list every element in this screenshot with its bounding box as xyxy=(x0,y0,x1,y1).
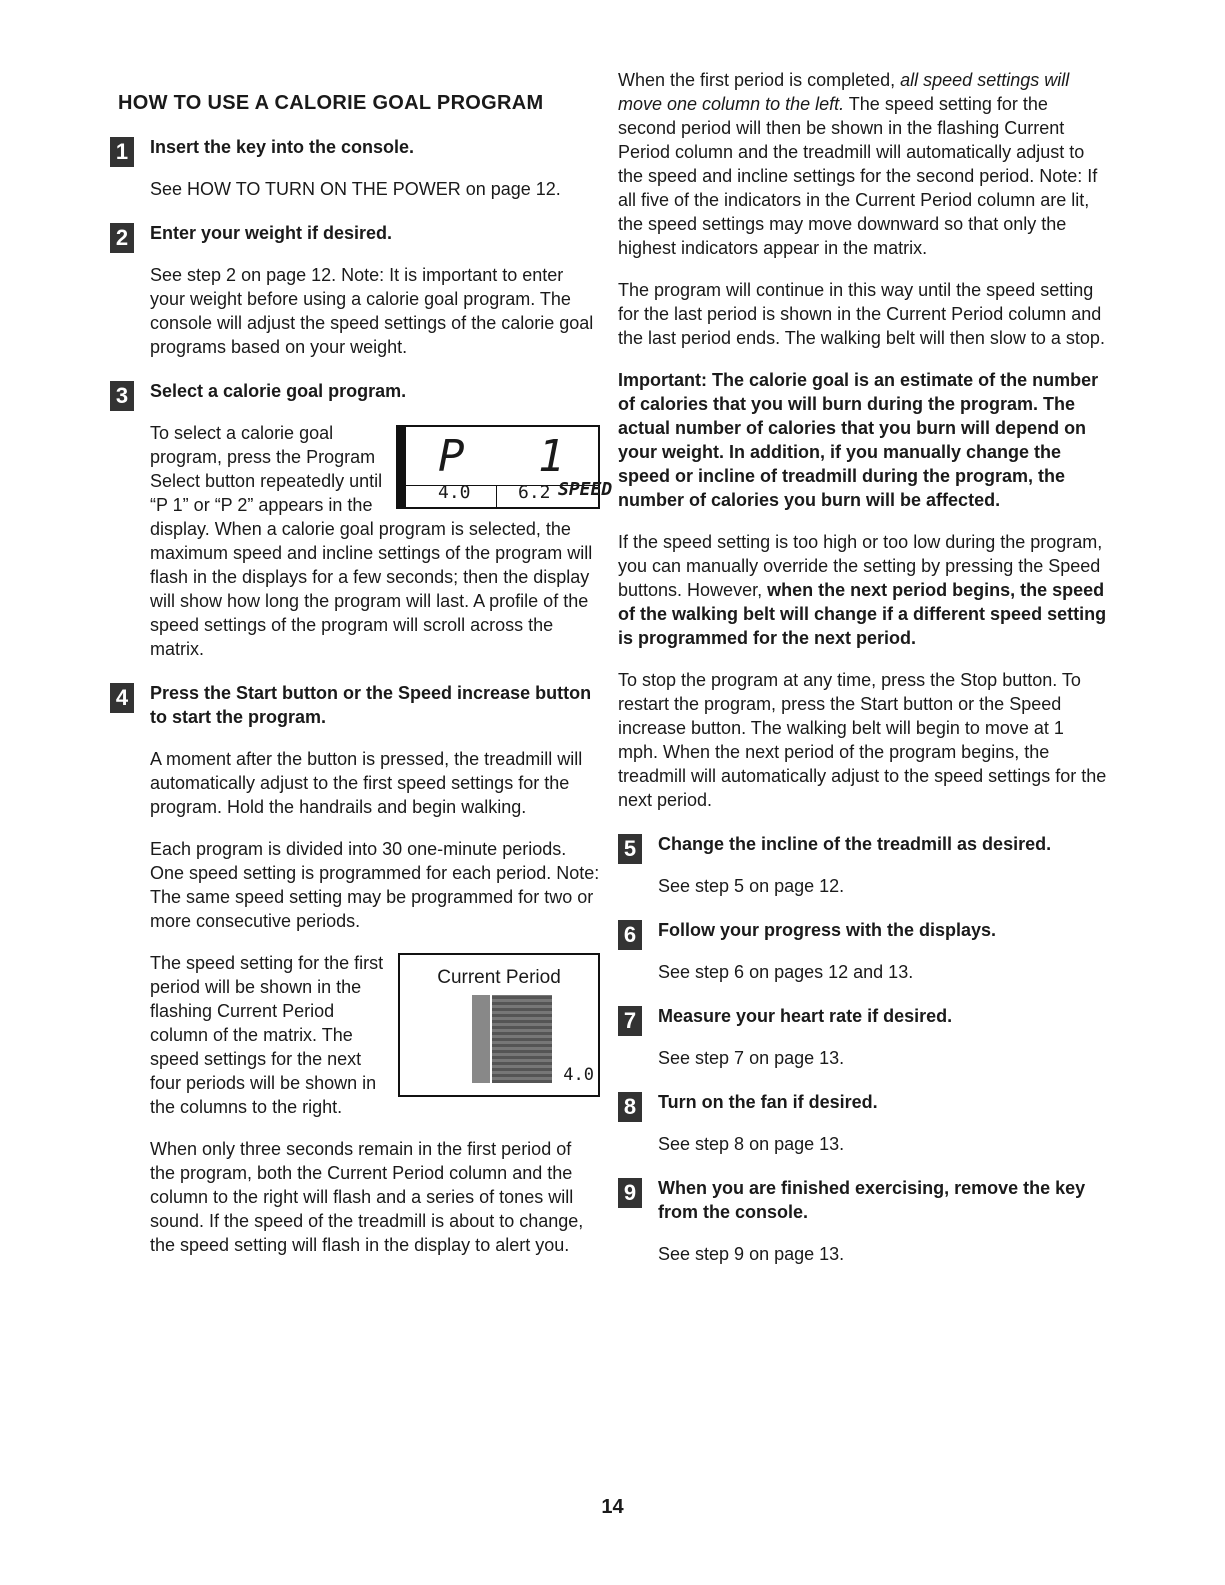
step-number-badge: 1 xyxy=(110,137,134,167)
step-6 xyxy=(618,918,1108,984)
step-heading: Select a calorie goal program. xyxy=(150,381,407,401)
step-body: To select a calorie goal program, press the Program Select button repeatedly until “P 1” or “P 2” appears in the display. When a calorie goal program is selected, the maximum speed and incline settings of the program will flash in the displays for a few seconds; then the display will show how long the program will last. A profile of the speed settings of the program will scroll across the matrix. xyxy=(150,423,593,659)
next-period-columns xyxy=(492,995,552,1083)
step-number-badge: 8 xyxy=(618,1092,642,1122)
display-speed-label: SPEED xyxy=(558,479,613,500)
display-incline-value: 4.0 xyxy=(438,482,471,503)
step-number-badge: 2 xyxy=(110,223,134,253)
paragraph-override xyxy=(618,530,1108,650)
step-heading: Insert the key into the console. xyxy=(150,137,415,157)
display-edge xyxy=(398,427,406,507)
step-4 xyxy=(110,681,600,1257)
paragraph-important: Important: The calorie goal is an estimate of the number of calories that you will burn during the program. The actual number of calories that you burn will depend on your weight. In addition, if you manually change the speed or incline of treadmill during the program, the number of calories you burn will be affected. xyxy=(618,370,1099,510)
display-speed-value: 6.2 xyxy=(518,482,551,503)
display-divider-vertical xyxy=(496,485,497,507)
paragraph-period-completed xyxy=(618,68,1108,260)
text-run: The speed setting for the second period will then be shown in the flashing Current Period column and the treadmill will automatically adjust to the speed and incline settings for the second period. Note: If all five of the indicators in the Current Period column are lit, the speed settings may move downward so that only the highest indicators appear in the matrix. xyxy=(618,94,1098,258)
step-body: See step 2 on page 12. Note: It is important to enter your weight before using a calorie goal program. The console will adjust the speed settings of the calorie goal programs based on your weight. xyxy=(150,265,594,357)
paragraph-three-seconds: When only three seconds remain in the first period of the program, both the Current Period column and the column to the right will flash and a series of tones will sound. If the speed of the treadmill is about to change, the speed setting will flash in the display to alert you. xyxy=(150,1139,584,1255)
first-period-with-figure xyxy=(150,951,600,1119)
step-7 xyxy=(618,1004,1108,1070)
step-5 xyxy=(618,832,1108,898)
step-body: See step 8 on page 13. xyxy=(658,1134,845,1154)
step-9 xyxy=(618,1176,1108,1266)
step-body: A moment after the button is pressed, the treadmill will automatically adjust to the first speed settings for the program. Hold the handrails and begin walking. xyxy=(150,749,583,817)
step-number-badge: 3 xyxy=(110,381,134,411)
paragraph-continue: The program will continue in this way until the speed setting for the last period is shown in the Current Period column and the last period ends. The walking belt will then slow to a stop. xyxy=(618,280,1105,348)
section-title: HOW TO USE A CALORIE GOAL PROGRAM xyxy=(118,92,544,114)
step-8 xyxy=(618,1090,1108,1156)
step-heading: Follow your progress with the displays. xyxy=(658,920,997,940)
text-run: If the speed setting is too high or too low during the program, you can manually override the setting by pressing the Speed buttons. However, xyxy=(618,532,1103,600)
step-3 xyxy=(110,379,613,661)
step-body: See step 5 on page 12. xyxy=(658,876,845,896)
current-period-column xyxy=(472,995,490,1083)
matrix-label: Current Period xyxy=(437,967,561,988)
step-number-badge: 6 xyxy=(618,920,642,950)
left-column xyxy=(110,80,613,1257)
step-body: See HOW TO TURN ON THE POWER on page 12. xyxy=(150,179,561,199)
step-number-badge: 7 xyxy=(618,1006,642,1036)
paragraph-stop: To stop the program at any time, press the Stop button. To restart the program, press the Start button or the Speed increase button. The walking belt will begin to move at 1 mph. When the next period of the program begins, the treadmill will automatically adjust to the speed settings for the next period. xyxy=(618,670,1107,810)
display-program-number: 1 xyxy=(538,431,565,482)
step-body: See step 7 on page 13. xyxy=(658,1048,845,1068)
paragraph-periods: Each program is divided into 30 one-minute periods. One speed setting is programmed for each period. Note: The same speed setting may be programmed for two or more consecutive periods. xyxy=(150,839,600,931)
display-program-letter: P xyxy=(438,431,465,482)
step-heading: Press the Start button or the Speed increase button to start the program. xyxy=(150,683,592,727)
step-body: See step 6 on pages 12 and 13. xyxy=(658,962,914,982)
text-run: When the first period is completed, xyxy=(618,70,901,90)
console-display-figure xyxy=(396,425,613,509)
matrix-value: 4.0 xyxy=(563,1065,594,1085)
step-number-badge: 5 xyxy=(618,834,642,864)
step-2 xyxy=(110,221,600,359)
step-number-badge: 9 xyxy=(618,1178,642,1208)
page-number: 14 xyxy=(601,1496,624,1518)
text-run-italic: all speed settings will move one column to the left. xyxy=(618,70,1070,114)
right-column xyxy=(618,68,1108,1266)
step-heading: Measure your heart rate if desired. xyxy=(658,1006,953,1026)
step-1 xyxy=(110,135,600,201)
step-heading: When you are finished exercising, remove the key from the console. xyxy=(658,1178,1086,1222)
step-number-badge: 4 xyxy=(110,683,134,713)
step-body: See step 9 on page 13. xyxy=(658,1244,845,1264)
step-3-body-with-figure xyxy=(150,421,613,661)
step-heading: Turn on the fan if desired. xyxy=(658,1092,878,1112)
step-heading: Change the incline of the treadmill as desired. xyxy=(658,834,1052,854)
text-run-bold: when the next period begins, the speed of the walking belt will change if a different speed setting is programmed for the next period. xyxy=(618,580,1107,648)
matrix-figure xyxy=(398,953,600,1097)
paragraph-first-period: The speed setting for the first period will be shown in the flashing Current Period column of the matrix. The speed settings for the next four periods will be shown in the columns to the right. xyxy=(150,953,384,1117)
step-heading: Enter your weight if desired. xyxy=(150,223,393,243)
